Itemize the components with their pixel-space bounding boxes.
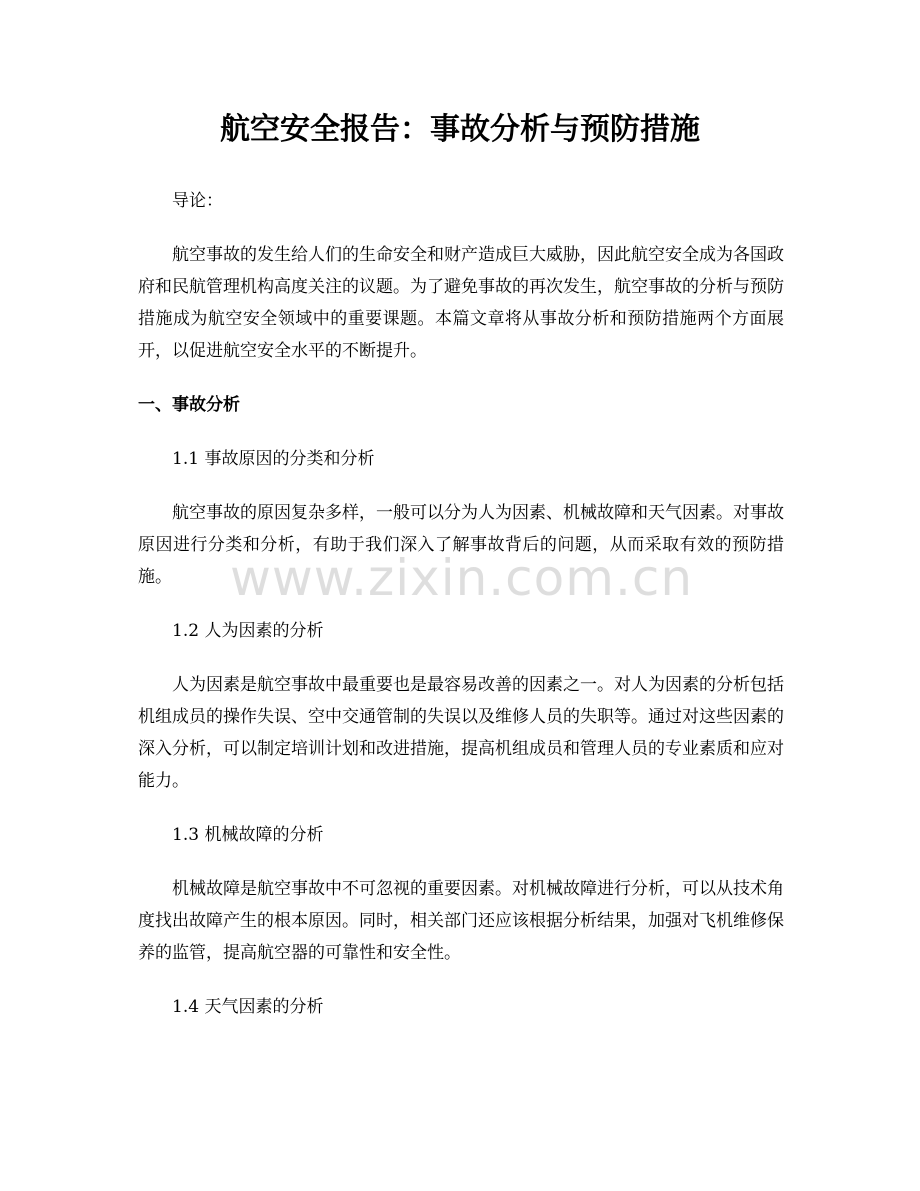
watermark: www.zixin.com.cn <box>230 549 694 607</box>
subsection-paragraph-1-1: 航空事故的原因复杂多样，一般可以分为人为因素、机械故障和天气因素。对事故原因进行分类和分析，有助于我们深入了解事故背后的问题，从而采取有效的预防措施。 <box>138 503 784 587</box>
subsection-heading-1-4: 1.4 天气因素的分析 <box>172 997 324 1017</box>
subsection-heading-1-1: 1.1 事故原因的分类和分析 <box>172 449 375 469</box>
subsection-heading-1-2: 1.2 人为因素的分析 <box>172 621 324 641</box>
intro-label: 导论： <box>172 191 223 211</box>
subsection-paragraph-1-3: 机械故障是航空事故中不可忽视的重要因素。对机械故障进行分析，可以从技术角度找出故障产生的根本原因。同时，相关部门还应该根据分析结果，加强对飞机维修保养的监管，提高航空器的可靠性和安全性。 <box>138 879 784 963</box>
subsection-paragraph-1-2: 人为因素是航空事故中最重要也是最容易改善的因素之一。对人为因素的分析包括机组成员的操作失误、空中交通管制的失误以及维修人员的失职等。通过对这些因素的深入分析，可以制定培训计划和改进措施，提高机组成员和管理人员的专业素质和应对能力。 <box>138 675 784 791</box>
subsection-heading-1-3: 1.3 机械故障的分析 <box>172 825 324 845</box>
document-body <box>138 185 784 1045</box>
intro-paragraph: 航空事故的发生给人们的生命安全和财产造成巨大威胁，因此航空安全成为各国政府和民航管理机构高度关注的议题。为了避免事故的再次发生，航空事故的分析与预防措施成为航空安全领域中的重要课题。本篇文章将从事故分析和预防措施两个方面展开，以促进航空安全水平的不断提升。 <box>138 245 784 361</box>
section-heading-accident-analysis: 一、事故分析 <box>138 395 240 415</box>
document-title: 航空安全报告：事故分析与预防措施 <box>220 112 700 147</box>
